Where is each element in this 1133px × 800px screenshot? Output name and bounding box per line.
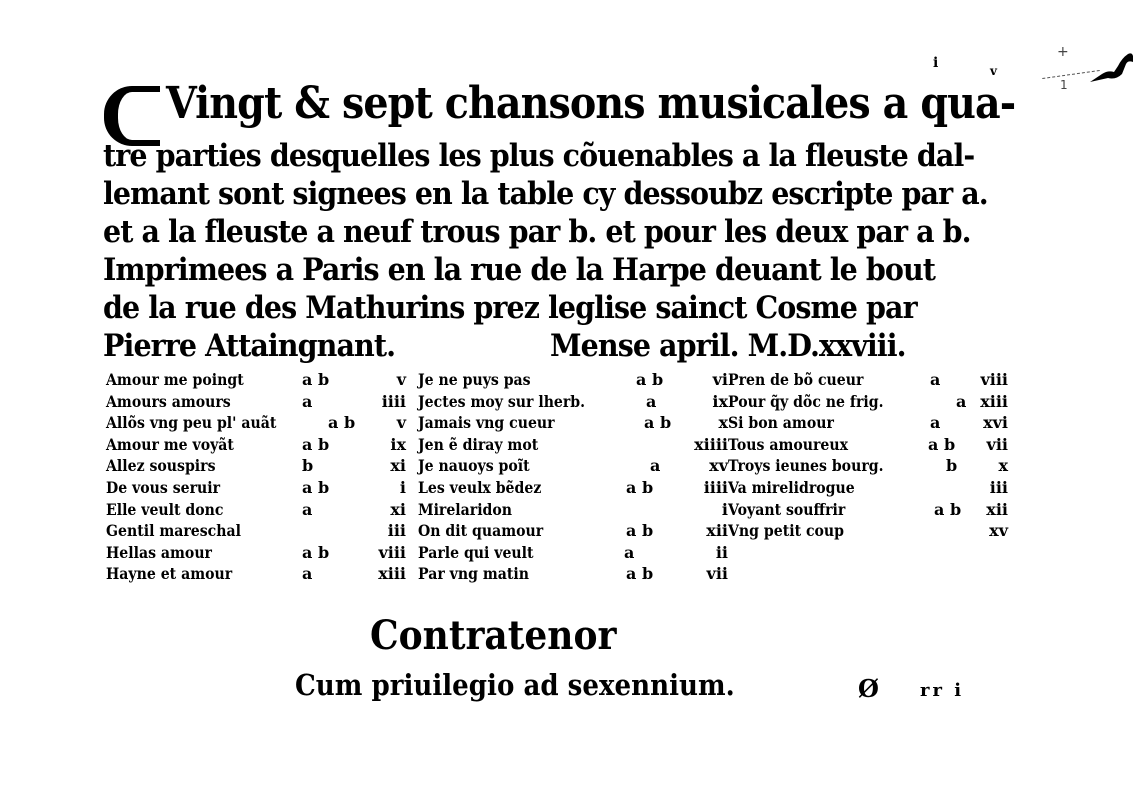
song-title: Jen ẽ diray mot	[418, 434, 539, 454]
song-number: xiii	[378, 564, 406, 584]
song-voices: a b	[626, 477, 654, 497]
song-number: xi	[390, 499, 406, 519]
song-title: Elle veult donc	[106, 499, 224, 519]
song-title: Pour q̃y dõc ne frig.	[728, 391, 884, 411]
song-number: x	[998, 456, 1008, 476]
song-voices: a b	[626, 521, 654, 541]
title-line-6: de la rue des Mathurins prez leglise sainct Cosme par	[103, 290, 917, 326]
song-number: xv	[709, 456, 728, 476]
song-number: i	[721, 499, 728, 519]
folio-mark: i	[933, 55, 939, 71]
song-number: v	[396, 370, 406, 389]
song-voices: a b	[636, 370, 664, 389]
song-title: Allõs vng peu pl' auãt	[106, 413, 277, 433]
printer-name: Pierre Attaingnant.	[103, 328, 396, 364]
song-number: viii	[980, 370, 1008, 389]
song-number: iii	[387, 521, 406, 541]
song-voices: a	[930, 370, 941, 389]
imprint-date: Mense april. M.D.xxviii.	[550, 328, 906, 364]
song-voices: a b	[302, 477, 330, 497]
ink-blot-icon	[1088, 48, 1133, 86]
song-title: Hayne et amour	[106, 564, 233, 584]
signature-number: rr i	[920, 680, 965, 701]
song-voices: a b	[934, 499, 962, 519]
pencil-plus-annotation: +	[1057, 44, 1069, 60]
song-title: Vng petit coup	[728, 521, 845, 541]
song-voices: a	[646, 391, 657, 411]
song-number: ix	[712, 391, 728, 411]
song-voices: a b	[328, 413, 356, 433]
song-title: Pren de bõ cueur	[728, 370, 864, 389]
song-title: Allez souspirs	[106, 456, 216, 476]
song-voices: a	[302, 564, 313, 584]
song-title: Je ne puys pas	[418, 370, 531, 389]
song-voices: a b	[928, 434, 956, 454]
song-number: iii	[989, 477, 1008, 497]
song-number: i	[399, 477, 406, 497]
song-voices: a b	[302, 542, 330, 562]
song-number: xv	[989, 521, 1008, 541]
song-voices: a b	[644, 413, 672, 433]
song-voices: a	[302, 391, 313, 411]
song-voices: a	[624, 542, 635, 562]
song-number: vii	[986, 434, 1008, 454]
song-title: Je nauoys poĩt	[418, 456, 530, 476]
song-title: Amour me poingt	[106, 370, 244, 389]
song-number: xiiii	[694, 434, 728, 454]
folio-mark-secondary: v	[990, 64, 997, 78]
song-number: vi	[712, 370, 728, 389]
drop-cap-initial	[104, 86, 160, 146]
song-voices: a	[930, 413, 941, 433]
song-number: viii	[378, 542, 406, 562]
song-number: xii	[986, 499, 1008, 519]
title-line-2: tre parties desquelles les plus cõuenables a la fleuste dal-	[103, 138, 975, 174]
song-voices: a b	[302, 370, 330, 389]
song-title: Hellas amour	[106, 542, 212, 562]
song-title: Troys ieunes bourg.	[728, 456, 884, 476]
song-number: ix	[390, 434, 406, 454]
song-title: Parle qui veult	[418, 542, 534, 562]
song-voices: a b	[626, 564, 654, 584]
privilege-statement: Cum priuilegio ad sexennium.	[295, 668, 735, 702]
voice-part-heading: Contratenor	[370, 612, 617, 659]
signature-mark: Ø	[858, 674, 879, 703]
song-title: Si bon amour	[728, 413, 834, 433]
song-title: Amours amours	[106, 391, 231, 411]
song-title: Mirelaridon	[418, 499, 513, 519]
song-title: On dit quamour	[418, 521, 544, 541]
song-voices: b	[946, 456, 958, 476]
song-title: Par vng matin	[418, 564, 529, 584]
song-number: x	[718, 413, 728, 433]
song-number: v	[396, 413, 406, 433]
song-title: Va mirelidrogue	[728, 477, 855, 497]
song-title: Voyant souffrir	[728, 499, 846, 519]
title-line-5: Imprimees a Paris en la rue de la Harpe deuant le bout	[103, 252, 936, 288]
title-line-4: et a la fleuste a neuf trous par b. et pour les deux par a b.	[103, 214, 971, 250]
song-title: Gentil mareschal	[106, 521, 241, 541]
song-title: Les veulx bẽdez	[418, 477, 542, 497]
song-number: xi	[390, 456, 406, 476]
song-title: Jectes moy sur lherb.	[418, 391, 586, 411]
song-voices: a	[650, 456, 661, 476]
song-number: xvi	[983, 413, 1008, 433]
song-title: Jamais vng cueur	[418, 413, 555, 433]
title-line-3: lemant sont signees en la table cy dessoubz escripte par a.	[103, 176, 988, 212]
song-title: De vous seruir	[106, 477, 221, 497]
song-number: xiii	[980, 391, 1008, 411]
pencil-number-annotation: 1	[1060, 78, 1068, 92]
song-number: iiii	[381, 391, 406, 411]
song-voices: b	[302, 456, 314, 476]
song-voices: a b	[302, 434, 330, 454]
song-voices: a	[956, 391, 967, 411]
song-title: Amour me voyãt	[106, 434, 234, 454]
title-line-1: Vingt & sept chansons musicales a qua-	[166, 78, 1016, 129]
song-number: iiii	[703, 477, 728, 497]
song-title: Tous amoureux	[728, 434, 848, 454]
song-number: ii	[715, 542, 728, 562]
song-voices: a	[302, 499, 313, 519]
song-number: vii	[706, 564, 728, 584]
song-number: xii	[706, 521, 728, 541]
